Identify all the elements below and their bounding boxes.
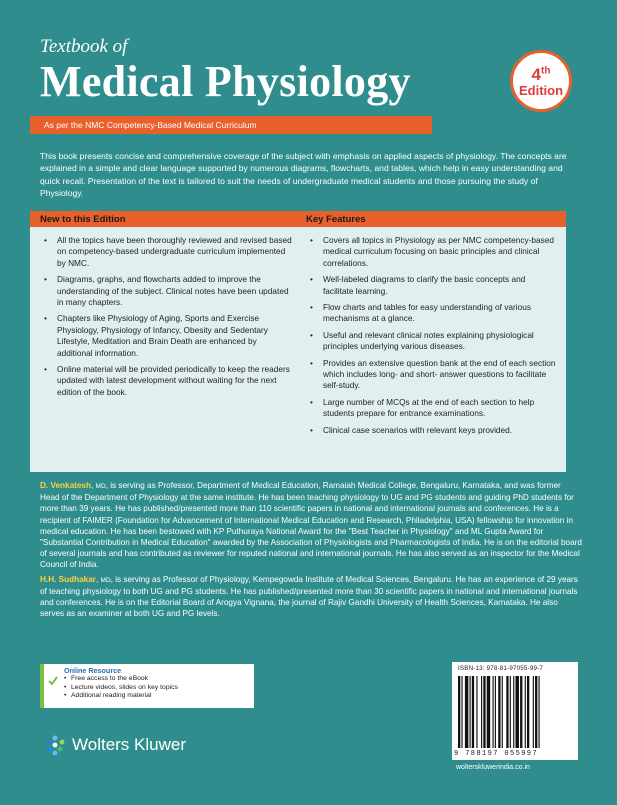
publisher-website: wolterskluwerindia.co.in (456, 764, 530, 771)
barcode-digits: 9 788197 055997 (454, 750, 539, 758)
list-item: • Flow charts and tables for easy understanding of various mechanisms at a glance. (310, 302, 556, 325)
barcode-box (452, 662, 578, 760)
edition-badge (510, 50, 572, 112)
list-item: • Diagrams, graphs, and flowcharts added to improve the understanding of the subject. Clinical notes have been updated in many chapters. (44, 274, 292, 308)
author-bio: D. Venkatesh, MD, is serving as Professor, Department of Medical Education, Ramaiah Medical College, Bengaluru, Karnataka, and was former Head of the Department of Physiology at the same institute. He has been teaching physiology to UG and PG students and guiding PhD students for more than 39 years. He has published/presented more than 110 scientific papers in national and international journals and conferences. He is a recipient of FAIMER (Foundation for Advancement of International Medical Education and Research, Philadelphia, USA) fellowship for innovation in medical education. He has been bestowed with KP Puthuraya National Award for the "Best Teacher in Physiology" and ML Gupta Award for "Substantial Contribution in Medical Education" awarded by the Association of Physiologists and Pharmacologists of India. He is on the editorial board of several journals and has contributed as reviewer for reputed national and international journals. He has also served as an inspector for the Medical Council of India. (40, 481, 582, 570)
barcode-bar (525, 676, 526, 748)
barcode-bar (498, 676, 500, 748)
list-item: • Large number of MCQs at the end of each section to help students prepare for entrance examinations. (310, 397, 556, 420)
new-edition-list (44, 235, 292, 398)
barcode-bar (481, 676, 482, 748)
list-item: • Provides an extensive question bank at the end of each section which includes long- and short- answer questions to facilitate self-study. (310, 358, 556, 392)
list-item: • Covers all topics in Physiology as per NMC competency-based medical curriculum focusing on basic principles and clinical correlations. (310, 235, 556, 269)
list-item: • Clinical case scenarios with relevant keys provided. (310, 425, 556, 436)
barcode-bar (516, 676, 519, 748)
new-edition-box (30, 227, 302, 472)
barcode-bar (520, 676, 522, 748)
barcode-bar (476, 676, 477, 748)
key-features-list (310, 235, 556, 436)
barcode-bar (487, 676, 490, 748)
author-bio-text: , is serving as Professor, Department of Medical Education, Ramaiah Medical College, Bengaluru, Karnataka, and was former Head of the Department of Physiology at the same institute. He has been teaching physiology to UG and PG students and guiding PhD students for more than 39 years. He has published/presented more than 110 scientific papers in national and international journals and conferences. He is a recipient of FAIMER (Foundation for Advancement of International Medical Education and Research, Philadelphia, USA) fellowship for innovation in medical education. He has been bestowed with KP Puthuraya National Award for the "Best Teacher in Physiology" and ML Gupta Award for "Substantial Contribution in Medical Education" awarded by the Association of Physiologists and Pharmacologists of India. He is on the editorial board of several journals and has contributed as reviewer for reputed national and international journals. He has also served as an inspector for the Medical Council of India. (40, 481, 582, 570)
list-item: • Useful and relevant clinical notes explaining physiological principles underlying various diseases. (310, 330, 556, 353)
key-features-heading: Key Features (296, 211, 566, 227)
publisher-logo (44, 734, 186, 756)
barcode-bar (465, 676, 468, 748)
barcode-bar (495, 676, 496, 748)
barcode-bar (539, 676, 540, 748)
barcode-bar (483, 676, 485, 748)
author-bio: H.H. Sudhakar, MD, is serving as Professor of Physiology, Kempegowda Institute of Medical Sciences, Bengaluru. He has an experience of 29 years of teaching physiology to both UG and PG students. He has published/presented more than 30 scientific papers in national and international journals and conferences. He is on the Editorial Board of Arogya Vignana, the journal of Rajiv Gandhi University of Health Sciences, Karnataka. He also serves as an examiner at both UG and PG levels. (40, 574, 578, 619)
author-name: H.H. Sudhakar (40, 574, 96, 584)
barcode-bar (510, 676, 511, 748)
online-resource-heading: Online Resource (64, 666, 122, 675)
edition-word: Edition (518, 82, 564, 98)
list-item: • Lecture videos, slides on key topics (64, 684, 254, 692)
key-features-box (296, 227, 566, 472)
barcode-bar (513, 676, 514, 748)
barcode-bar (470, 676, 471, 748)
barcode-bar (527, 676, 529, 748)
wolters-kluwer-logo-icon (44, 734, 66, 756)
online-resource-box (40, 664, 254, 708)
barcode-bar (533, 676, 534, 748)
intro-text: This book presents concise and comprehensive coverage of the subject with emphasis on applied aspects of physiology. The concepts are explained in a simple and clear language supported by numerous diagrams, flowcharts, and tables, which help in easy understanding and quick recall. Presentation of the text is tailored to suit the needs of undergraduate medical students and those pursuing the study of Physiology. (40, 151, 567, 199)
author-degree: MD (95, 483, 106, 490)
barcode-bar (535, 676, 537, 748)
barcode-bar (493, 676, 494, 748)
author-name: D. Venkatesh (40, 481, 91, 490)
curriculum-banner: As per the NMC Competency-Based Medical Curriculum (30, 116, 432, 134)
barcode (458, 676, 572, 748)
author-degree: MD (100, 576, 111, 584)
barcode-bar (472, 676, 474, 748)
edition-suffix: th (541, 64, 551, 76)
publisher-name: Wolters Kluwer (72, 735, 186, 754)
author-bio-text: , is serving as Professor of Physiology, Kempegowda Institute of Medical Sciences, Bengaluru. He has an experience of 29 years of teaching physiology to both UG and PG students. He has published/presented more than 30 scientific papers in national and international journals and conferences. He is on the Editorial Board of Arogya Vignana, the journal of Rajiv Gandhi University of Health Sciences, Karnataka. He also serves as an examiner at both UG and PG levels. (40, 574, 578, 619)
barcode-bar (502, 676, 503, 748)
online-resource-list (50, 675, 254, 700)
barcode-bar (461, 676, 462, 748)
book-subtitle: Textbook of (40, 36, 128, 57)
author-bios (40, 480, 582, 622)
barcode-bar (506, 676, 508, 748)
new-edition-heading: New to this Edition (30, 211, 302, 227)
list-item: • Free access to the eBook (64, 675, 254, 683)
checkmark-icon (48, 676, 58, 686)
list-item: • Chapters like Physiology of Aging, Sports and Exercise Physiology, Physiology of Infancy, Obesity and Sedentary Lifestyle, Meditation and Brain Death are enhanced by additional information. (44, 313, 292, 359)
barcode-bar (458, 676, 460, 748)
book-title: Medical Physiology (40, 57, 411, 106)
list-item: • Online material will be provided periodically to keep the readers updated with latest development without waiting for the next edition of the book. (44, 364, 292, 398)
list-item: • Additional reading material (64, 692, 254, 700)
edition-number: 4 (531, 64, 541, 84)
list-item: • Well-labeled diagrams to clarify the basic concepts and facilitate learning. (310, 274, 556, 297)
list-item: • All the topics have been thoroughly reviewed and revised based on competency-based undergraduate curriculum implemented by NMC. (44, 235, 292, 269)
isbn: ISBN-13: 978-81-97055-99-7 (458, 665, 543, 672)
